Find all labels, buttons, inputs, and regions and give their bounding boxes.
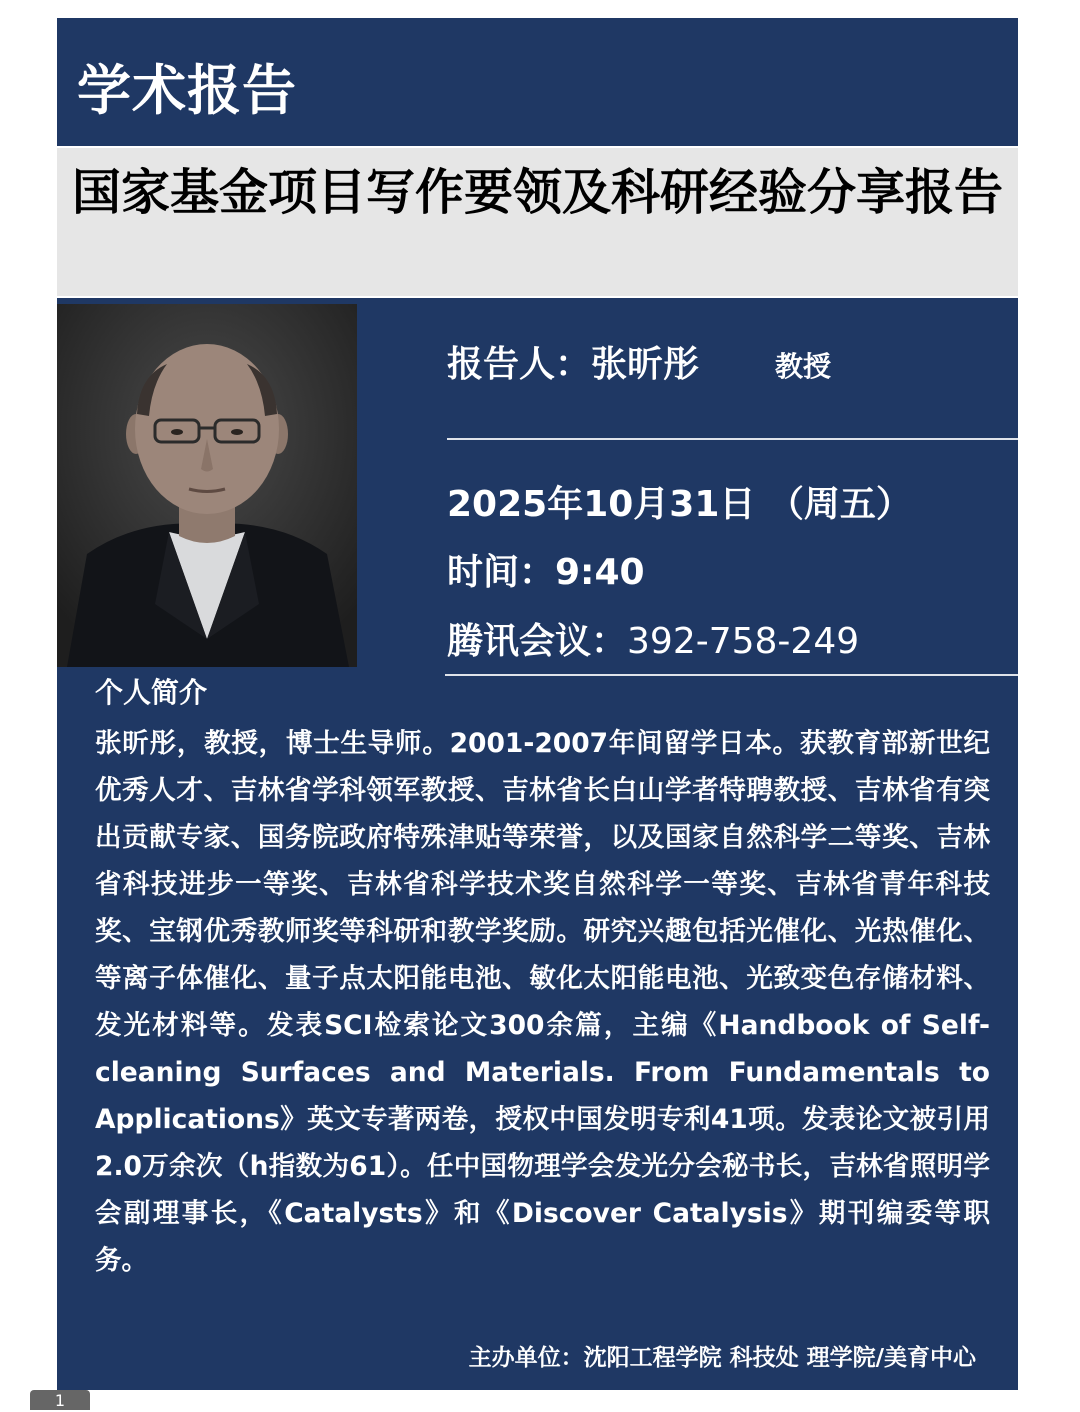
speaker-line xyxy=(447,340,831,392)
poster xyxy=(57,18,1018,1390)
event-time: 时间：9:40 xyxy=(447,552,645,593)
divider xyxy=(447,438,1018,440)
meeting-label: 腾讯会议： xyxy=(447,621,628,662)
speaker-title: 教授 xyxy=(775,350,832,383)
speaker-name: 报告人：张昕彤 xyxy=(447,344,700,385)
divider xyxy=(445,674,1018,676)
meeting-id[interactable]: 392-758-249 xyxy=(627,621,860,662)
page-number[interactable]: 1 xyxy=(30,1390,90,1410)
speaker-photo xyxy=(57,304,357,667)
organizer: 主办单位：沈阳工程学院 科技处 理学院/美育中心 xyxy=(468,1345,976,1371)
bio-text: 张昕彤，教授，博士生导师。2001-2007年间留学日本。获教育部新世纪优秀人才、吉林省学科领军教授、吉林省长白山学者特聘教授、吉林省有突出贡献专家、国务院政府特殊津贴等荣誉，以及国家自然科学二等奖、吉林省科技进步一等奖、吉林省科学技术奖自然科学一等奖、吉林省青年科技奖、宝钢优秀教师奖等科研和教学奖励。研究兴趣包括光催化、光热催化、等离子体催化、量子点太阳能电池、敏化太阳能电池、光致变色存储材料、发光材料等。发表SCI检索论文300余篇，主编《Handbook of Self-cleaning Surfaces and Materials. From Fundamentals to Applications》英文专著两卷，授权中国发明专利41项。发表论文被引用2.0万余次（h指数为61）。任中国物理学会发光分会秘书长，吉林省照明学会副理事长，《Catalysts》和《Discover Catalysis》期刊编委等职务。 xyxy=(95,728,990,1276)
header-label: 学术报告 xyxy=(77,59,297,122)
main-title: 国家基金项目写作要领及科研经验分享报告 xyxy=(71,164,1003,221)
event-date: 2025年10月31日 （周五） xyxy=(447,484,912,525)
portrait-image xyxy=(57,304,357,667)
title-band xyxy=(57,146,1018,298)
meeting-info xyxy=(447,616,859,668)
bio-heading: 个人简介 xyxy=(95,676,208,709)
